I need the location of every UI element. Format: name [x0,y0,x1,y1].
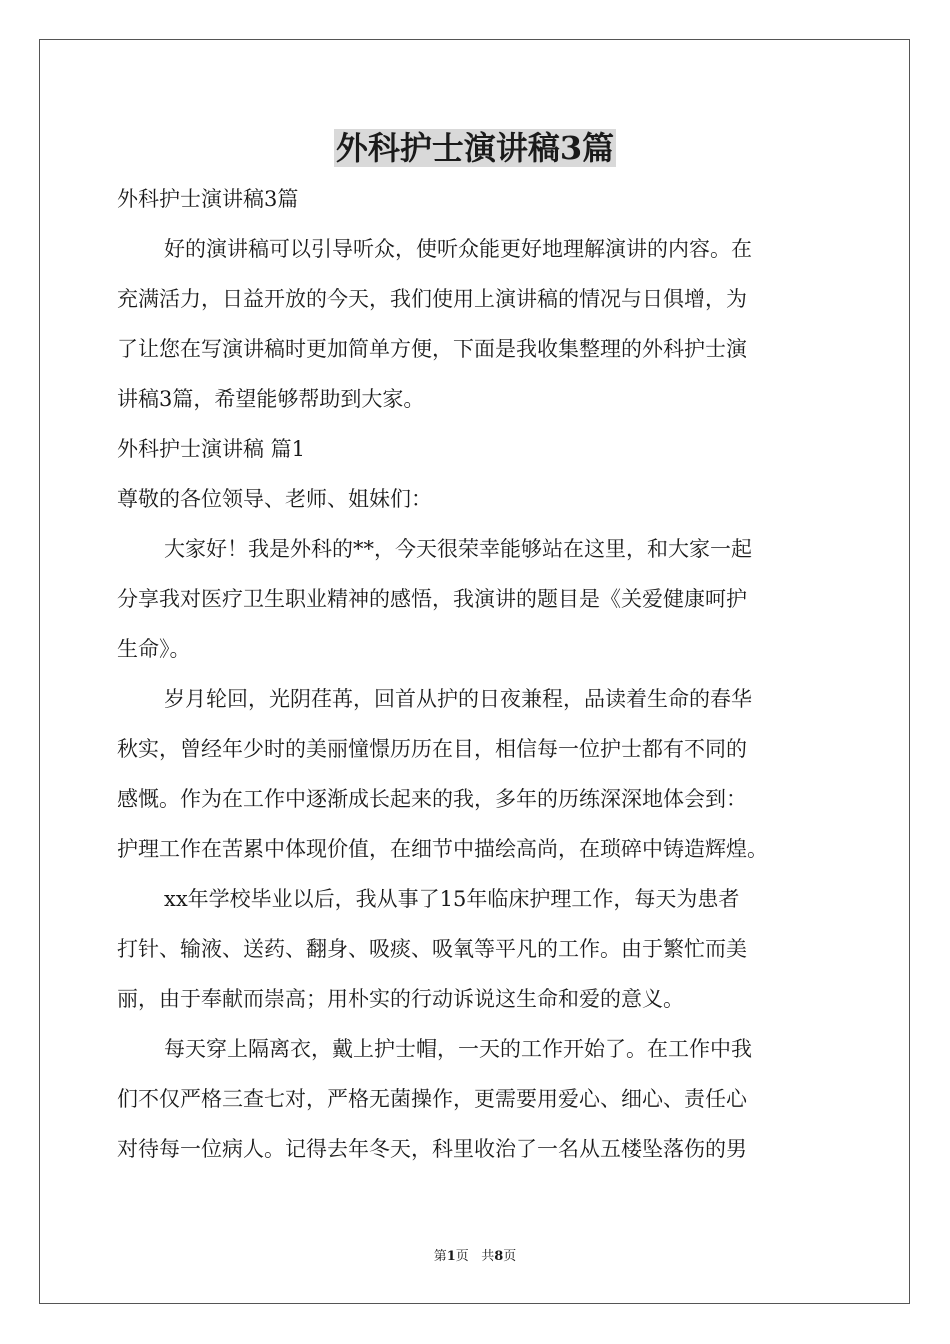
footer-page-unit: 页 [455,1249,469,1264]
paragraph-line: 每天穿上隔离衣，戴上护士帽，一天的工作开始了。在工作中我 [164,1037,752,1061]
paragraph-line: xx年学校毕业以后，我从事了15年临床护理工作，每天为患者 [164,887,740,911]
paragraph-line: 岁月轮回，光阴荏苒，回首从护的日夜兼程，品读着生命的春华 [164,687,752,711]
paragraph-line: 好的演讲稿可以引导听众，使听众能更好地理解演讲的内容。在 [164,237,752,261]
paragraph-line: 生命》。 [117,637,191,661]
document-title [0,124,950,172]
paragraph-line: 分享我对医疗卫生职业精神的感悟，我演讲的题目是《关爱健康呵护 [117,587,747,611]
paragraph-line: 大家好！我是外科的**，今天很荣幸能够站在这里，和大家一起 [164,537,752,561]
paragraph-line: 打针、输液、送药、翻身、吸痰、吸氧等平凡的工作。由于繁忙而美 [117,937,747,961]
paragraph-line: 讲稿3篇，希望能够帮助到大家。 [117,387,425,411]
paragraph-line: 对待每一位病人。记得去年冬天，科里收治了一名从五楼坠落伤的男 [117,1137,747,1161]
document-subtitle: 外科护士演讲稿3篇 [117,187,299,211]
paragraph-line: 护理工作在苦累中体现价值，在细节中描绘高尚，在琐碎中铸造辉煌。 [117,837,768,861]
paragraph-line: 了让您在写演讲稿时更加简单方便，下面是我收集整理的外科护士演 [117,337,747,361]
section-heading: 外科护士演讲稿 篇1 [117,437,306,461]
salutation: 尊敬的各位领导、老师、姐妹们： [117,487,432,511]
page-footer [0,1247,950,1267]
paragraph-line: 充满活力，日益开放的今天，我们使用上演讲稿的情况与日俱增，为 [117,287,747,311]
paragraph-line: 感慨。作为在工作中逐渐成长起来的我，多年的历练深深地体会到： [117,787,747,811]
footer-total-unit: 页 [503,1249,517,1264]
paragraph-line: 秋实，曾经年少时的美丽憧憬历历在目，相信每一位护士都有不同的 [117,737,747,761]
footer-total-label: 共 [481,1249,495,1264]
paragraph-line: 们不仅严格三查七对，严格无菌操作，更需要用爱心、细心、责任心 [117,1087,747,1111]
page-frame [39,39,910,1304]
footer-page-total: 8 [494,1249,504,1264]
paragraph-line: 丽，由于奉献而崇高；用朴实的行动诉说这生命和爱的意义。 [117,987,684,1011]
footer-page-label: 第 [433,1249,447,1264]
document-title-text: 外科护士演讲稿3篇 [335,129,615,167]
footer-page-current: 1 [446,1249,456,1264]
